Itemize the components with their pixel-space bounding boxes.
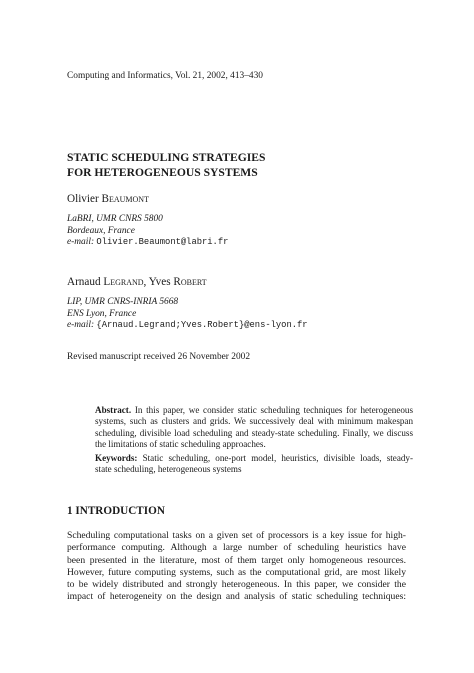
body-line: However, future computing systems, such as the computational grid, are most likely [67,566,406,578]
body-line: performance computing. Although a large number of scheduling heuristics have [67,542,406,554]
author-1-name [67,193,149,205]
title-line-2: FOR HETEROGENEOUS SYSTEMS [67,166,258,179]
keywords-line-1: Keywords: Static scheduling, one-port model, heuristics, divisible loads, steady- [95,453,413,463]
body-line: been presented in the literature, most of them target only homogeneous resources. [67,554,406,566]
author-3-last: Robert [173,276,207,288]
author-2-last: Legrand, [103,276,147,288]
author-1-aff-line-1: LaBRI, UMR CNRS 5800 [67,214,163,224]
author-1-email[interactable]: Olivier.Beaumont@labri.fr [96,237,229,248]
abstract-block [95,405,413,451]
author-1-affiliation [67,214,228,249]
author-2-email-row [67,320,308,332]
author-1-email-label: e-mail: [67,237,95,248]
author-2-names [67,276,207,288]
body-line: Scheduling computational tasks on a given set of processors is a key issue for high- [67,530,406,541]
abstract-line-2: systems, such as clusters and grids. We successively deal with minimum makespan [95,416,413,427]
author-2-aff-line-2: ENS Lyon, France [67,308,137,319]
body-line: to be widely distributed and strongly heterogeneous. In this paper, we consider the [67,579,406,591]
author-2-first: Arnaud [67,276,101,288]
author-1-aff-line-2: Bordeaux, France [67,225,135,236]
author-1-email-row [67,237,228,249]
section-heading: 1 INTRODUCTION [67,505,165,517]
introduction-body [67,530,406,604]
keywords-block [95,453,413,476]
author-1-first: Olivier [67,193,99,205]
author-2-email[interactable]: {Arnaud.Legrand;Yves.Robert}@ens-lyon.fr [96,320,308,331]
keywords-label: Keywords: [95,453,138,463]
author-2-aff-line-1: LIP, UMR CNRS-INRIA 5668 [67,297,179,307]
journal-citation: Computing and Informatics, Vol. 21, 2002, 413–430 [67,71,263,81]
keywords-line-2: state scheduling, heterogeneous systems [95,464,242,475]
author-3-first: Yves [148,276,171,288]
title-line-1: STATIC SCHEDULING STRATEGIES [67,151,266,164]
revised-note: Revised manuscript received 26 November 2002 [67,352,251,362]
abstract-line-4: the limitations of static scheduling approaches. [95,439,266,450]
paper-title [67,150,265,180]
abstract-line-3: scheduling, divisible load scheduling and steady-state scheduling. Finally, we discuss [95,427,413,438]
abstract-label: Abstract. [95,405,132,415]
author-1-last: Beaumont [101,193,149,205]
abstract-line-1: Abstract. In this paper, we consider static scheduling techniques for heterogeneous [95,405,413,415]
body-line: impact of heterogeneity on the design and analysis of static scheduling techniques: [67,591,406,603]
author-2-email-label: e-mail: [67,320,95,331]
author-2-affiliation [67,297,308,332]
